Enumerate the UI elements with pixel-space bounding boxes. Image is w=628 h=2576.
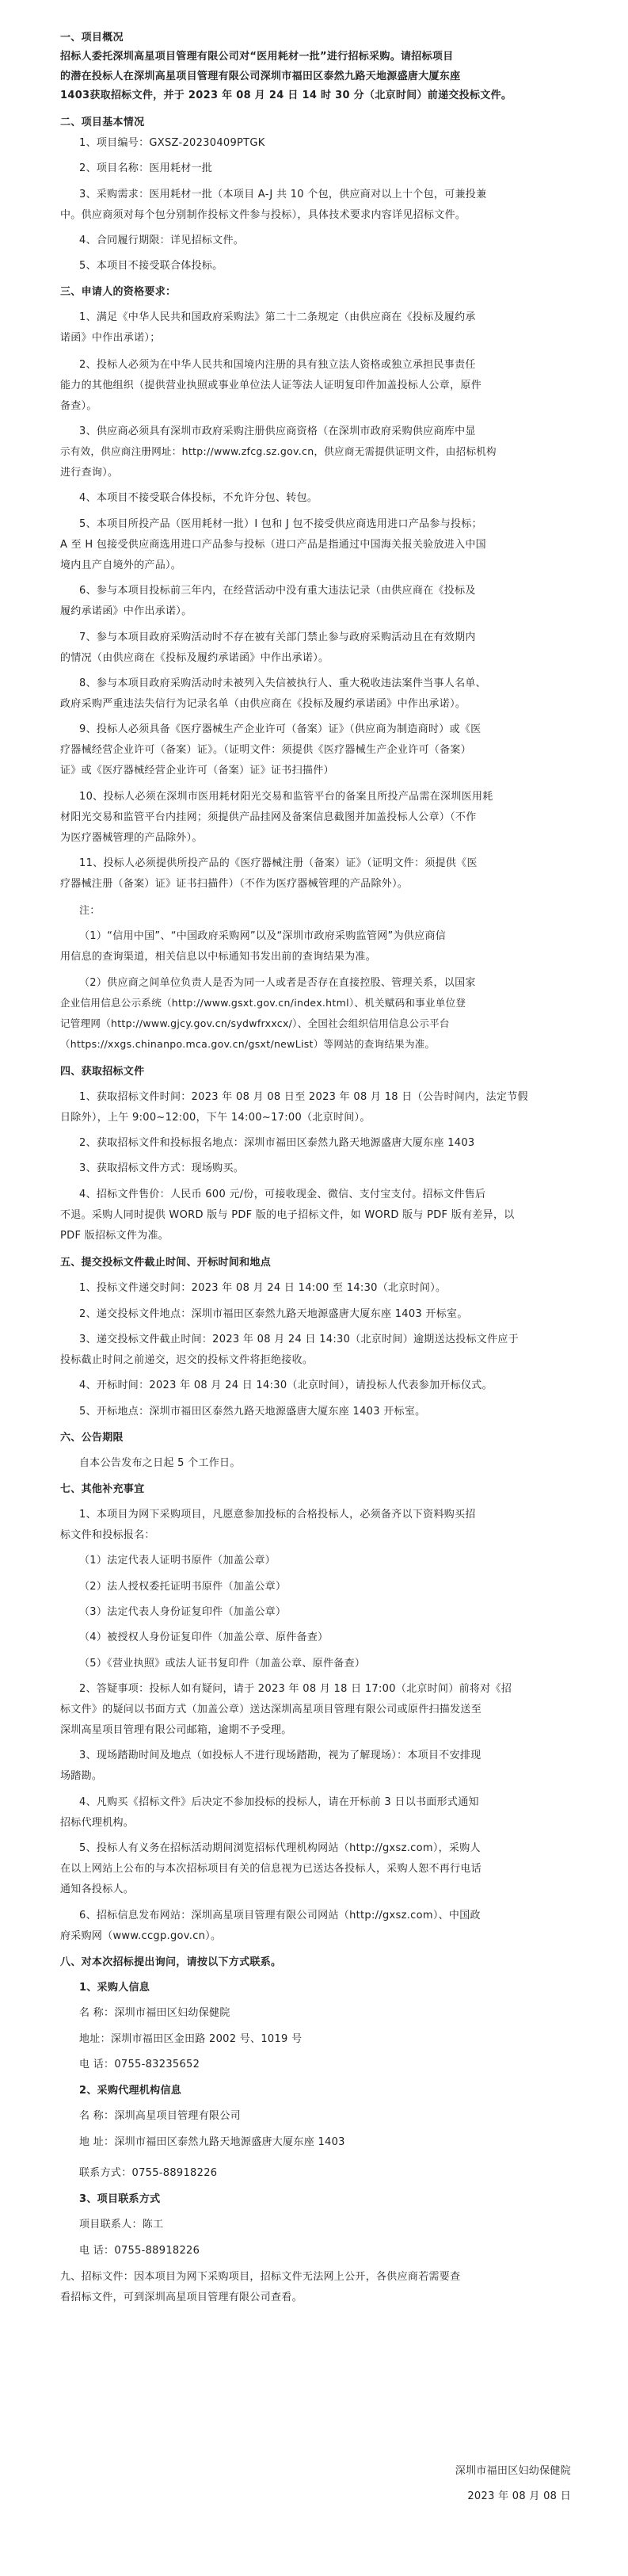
qualification-line: 备查）。 xyxy=(60,400,97,412)
other-line: 深圳高星项目管理有限公司邮箱，逾期不予受理。 xyxy=(60,1724,292,1736)
submit-line: 1、投标文件递交时间：2023 年 08 月 24 日 14:00 至 14:30（北京时间）。 xyxy=(79,1282,447,1294)
other-line: 6、招标信息发布网站：深圳高星项目管理有限公司网站（http://gxsz.com）、中国政 xyxy=(79,1910,481,1922)
submit-line: 投标截止时间之前递交，迟交的投标文件将拒绝接收。 xyxy=(60,1354,314,1366)
qualification-line: 记管理网（http://www.gjcy.gov.cn/sydwfrxxcx/）、全国社会组织信用信息公示平台 xyxy=(60,1017,450,1029)
other-line: 招标代理机构。 xyxy=(60,1817,135,1829)
agency-address: 地 址：深圳市福田区泰然九路天地源盛唐大厦东座 1403 xyxy=(79,2136,345,2148)
qualification-line: 政府采购严重违法失信行为记录名单（由供应商在《投标及履约承诺函》中作出承诺）。 xyxy=(60,698,466,710)
obtain-line: 2、获取招标文件和投标报名地点：深圳市福田区泰然九路天地源盛唐大厦东座 1403 xyxy=(79,1137,475,1149)
qualification-line: 疗器械经营企业许可（备案）证》。（证明文件：须提供《医疗器械生产企业许可（备案） xyxy=(60,744,472,756)
qualification-line: 能力的其他组织（提供营业执照或事业单位法人证等法人证明复印件加盖投标人公章，原件 xyxy=(60,380,482,391)
other-line: （4）被授权人身份证复印件（加盖公章、原件备查） xyxy=(79,1631,329,1643)
qualification-line: 9、投标人必须具备《医疗器械生产企业许可（备案）证》（供应商为制造商时）或《医 xyxy=(79,723,481,735)
other-line: 1、本项目为网下采购项目，凡愿意参加投标的合格投标人，必须备齐以下资料购买招 xyxy=(79,1509,476,1521)
purchaser-address: 地址：深圳市福田区金田路 2002 号、1019 号 xyxy=(79,2033,303,2045)
other-line: 标文件》的疑问以书面方式（加盖公章）送达深圳高星项目管理有限公司或原件扫描发送至 xyxy=(60,1704,482,1715)
qualification-line: 5、本项目所投产品（医用耗材一批）I 包和 J 包不接受供应商选用进口产品参与投标； xyxy=(79,518,482,530)
section-heading-qualification: 三、申请人的资格要求： xyxy=(60,286,177,298)
other-line: 通知各投标人。 xyxy=(60,1883,135,1895)
other-line: 府采购网（www.ccgp.gov.cn）。 xyxy=(60,1930,222,1942)
obtain-line: 1、获取招标文件时间：2023 年 08 月 08 日至 2023 年 08 月 18 日（公告时间内，法定节假 xyxy=(79,1091,528,1103)
section-nine-line: 九、招标文件：因本项目为网下采购项目，招标文件无法网上公开，各供应商若需要查 xyxy=(60,2271,461,2283)
obtain-line: PDF 版招标文件为准。 xyxy=(60,1230,169,1242)
project-contact-title: 3、项目联系方式 xyxy=(79,2193,161,2205)
qualification-line: 诺函》中作出承诺）； xyxy=(60,332,161,344)
other-line: 在以上网站上公布的与本次招标项目有关的信息视为已送达各投标人，采购人恕不再行电话 xyxy=(60,1863,482,1875)
qualification-line: A 至 H 包接受供应商选用进口产品参与投标（进口产品是指通过中国海关报关验放进入中国 xyxy=(60,539,486,551)
qualification-line: 7、参与本项目政府采购活动时不存在被有关部门禁止参与政府采购活动且在有效期内 xyxy=(79,632,476,643)
overview-line: 招标人委托深圳高星项目管理有限公司对“医用耗材一批”进行招标采购。请招标项目 xyxy=(60,51,454,63)
qualification-line: （https://xxgs.chinanpo.mca.gov.cn/gsxt/newList）等网站的查询结果为准。 xyxy=(60,1038,436,1050)
qualification-line: 用信息的查询渠道，相关信息以中标通知书发出前的查询结果为准。 xyxy=(60,951,377,963)
other-line: 5、投标人有义务在招标活动期间浏览招标代理机构网站（http://gxsz.com），采购人 xyxy=(79,1842,481,1854)
notice-period-text: 自本公告发布之日起 5 个工作日。 xyxy=(79,1457,241,1469)
section-heading-notice-period: 六、公告期限 xyxy=(60,1432,124,1444)
qualification-line: 11、投标人必须提供所投产品的《医疗器械注册（备案）证》（证明文件：须提供《医 xyxy=(79,857,478,869)
other-line: （5）《营业执照》或法人证书复印件（加盖公章、原件备查） xyxy=(79,1658,366,1670)
submit-line: 4、开标时间：2023 年 08 月 24 日 14:30（北京时间），请投标人代表参加开标仪式。 xyxy=(79,1380,493,1391)
section-heading-basic: 二、项目基本情况 xyxy=(60,116,145,128)
qualification-line: 3、供应商必须具有深圳市政府采购注册供应商资格（在深圳市政府采购供应商库中显 xyxy=(79,426,476,437)
qualification-line: 为医疗器械管理的产品除外）。 xyxy=(60,832,203,844)
obtain-line: 不退。采购人同时提供 WORD 版与 PDF 版的电子招标文件，如 WORD 版与 PDF 版有差异，以 xyxy=(60,1209,515,1221)
signature-date: 2023 年 08 月 08 日 xyxy=(467,2490,571,2502)
obtain-line: 4、招标文件售价：人民币 600 元/份，可接收现金、微信、支付宝支付。招标文件售后 xyxy=(79,1189,486,1200)
qualification-line: 2、投标人必须为在中华人民共和国境内注册的具有独立法人资格或独立承担民事责任 xyxy=(79,359,476,371)
qualification-line: 示有效，供应商注册网址：http://www.zfcg.sz.gov.cn，供应商无需提供证明文件，由招标机构 xyxy=(60,445,497,457)
basic-line: 3、采购需求：医用耗材一批（本项目 A-J 共 10 个包，供应商对以上十个包，可兼投兼 xyxy=(79,189,487,200)
qualification-line: 6、参与本项目投标前三年内，在经营活动中没有重大违法记录（由供应商在《投标及 xyxy=(79,585,476,597)
basic-line: 2、项目名称：医用耗材一批 xyxy=(79,162,213,174)
basic-line: 4、合同履行期限：详见招标文件。 xyxy=(79,235,245,246)
project-contact-person: 项目联系人：陈工 xyxy=(79,2219,164,2231)
other-line: （2）法人授权委托证明书原件（加盖公章） xyxy=(79,1581,287,1593)
submit-line: 2、递交投标文件地点：深圳市福田区泰然九路天地源盛唐大厦东座 1403 开标室。 xyxy=(79,1308,468,1320)
purchaser-phone: 电 话：0755-83235652 xyxy=(79,2059,200,2070)
qualification-line: 的情况（由供应商在《投标及履约承诺函》中作出承诺）。 xyxy=(60,652,329,664)
submit-line: 5、开标地点：深圳市福田区泰然九路天地源盛唐大厦东座 1403 开标室。 xyxy=(79,1406,426,1418)
qualification-line: 证》或《医疗器械经营企业许可（备案）证》证书扫描件） xyxy=(60,765,334,777)
basic-line: 1、项目编号：GXSZ-20230409PTGK xyxy=(79,137,265,149)
section-heading-contacts: 八、对本次招标提出询问，请按以下方式联系。 xyxy=(60,1956,282,1968)
section-heading-other: 七、其他补充事宜 xyxy=(60,1483,145,1495)
basic-line: 5、本项目不接受联合体投标。 xyxy=(79,260,223,272)
other-line: （3）法定代表人身份证复印件（加盖公章） xyxy=(79,1606,287,1618)
qualification-line: （2）供应商之间单位负责人是否为同一人或者是否存在直接控股、管理关系，以国家 xyxy=(79,977,476,989)
overview-line: 1403获取招标文件，并于 2023 年 08 月 24 日 14 时 30 分（北京时间）前递交投标文件。 xyxy=(60,90,512,101)
signature-organization: 深圳市福田区妇幼保健院 xyxy=(455,2465,571,2477)
basic-line: 中。供应商须对每个包分别制作投标文件参与投标），具体技术要求内容详见招标文件。 xyxy=(60,209,466,221)
project-contact-phone: 电 话：0755-88918226 xyxy=(79,2245,200,2257)
qualification-line: 进行查询）。 xyxy=(60,467,119,479)
other-line: （1）法定代表人证明书原件（加盖公章） xyxy=(79,1555,276,1567)
section-heading-overview: 一、项目概况 xyxy=(60,32,124,44)
agency-name: 名 称：深圳高星项目管理有限公司 xyxy=(79,2110,241,2122)
other-line: 2、答疑事项：投标人如有疑问，请于 2023 年 08 月 18 日 17:00（北京时间）前将对《招 xyxy=(79,1683,512,1695)
other-line: 场踏勘。 xyxy=(60,1770,103,1782)
qualification-line: 材阳光交易和监管平台内挂网；须提供产品挂网及备案信息截图并加盖投标人公章）（不作 xyxy=(60,811,477,823)
qualification-line: 疗器械注册（备案）证》证书扫描件）（不作为医疗器械管理的产品除外）。 xyxy=(60,878,409,890)
qualification-line: 8、参与本项目政府采购活动时未被列入失信被执行人、重大税收违法案件当事人名单、 xyxy=(79,677,486,689)
submit-line: 3、递交投标文件截止时间：2023 年 08 月 24 日 14:30（北京时间）逾期送达投标文件应于 xyxy=(79,1334,519,1345)
section-heading-obtain: 四、获取招标文件 xyxy=(60,1066,145,1078)
qualification-line: 境内且产自境外的产品）。 xyxy=(60,559,182,571)
other-line: 4、凡购买《招标文件》后决定不参加投标的投标人，请在开标前 3 日以书面形式通知 xyxy=(79,1796,479,1808)
qualification-line: 企业信用信息公示系统（http://www.gsxt.gov.cn/index.html）、机关赋码和事业单位登 xyxy=(60,997,466,1009)
qualification-line: 1、满足《中华人民共和国政府采购法》第二十二条规定（由供应商在《投标及履约承 xyxy=(79,311,476,323)
qualification-line: 4、本项目不接受联合体投标，不允许分包、转包。 xyxy=(79,492,318,504)
agency-phone: 联系方式：0755-88918226 xyxy=(79,2167,218,2179)
section-nine-line: 看招标文件，可到深圳高星项目管理有限公司查看。 xyxy=(60,2292,303,2303)
purchaser-name: 名 称：深圳市福田区妇幼保健院 xyxy=(79,2007,230,2019)
qualification-line: 10、投标人必须在深圳市医用耗材阳光交易和监管平台的备案且所投产品需在深圳医用耗 xyxy=(79,791,493,803)
other-line: 标文件和投标报名： xyxy=(60,1529,155,1541)
section-heading-submit: 五、提交投标文件截止时间、开标时间和地点 xyxy=(60,1257,272,1269)
other-line: 3、现场踏勘时间及地点（如投标人不进行现场踏勘，视为了解现场）：本项目不安排现 xyxy=(79,1750,481,1761)
qualification-line: 履约承诺函》中作出承诺）。 xyxy=(60,605,192,617)
agency-info-title: 2、采购代理机构信息 xyxy=(79,2085,182,2097)
overview-line: 的潜在投标人在深圳高星项目管理有限公司深圳市福田区泰然九路天地源盛唐大厦东座 xyxy=(60,71,461,82)
obtain-line: 3、获取招标文件方式：现场购买。 xyxy=(79,1162,245,1174)
qualification-note-label: 注： xyxy=(79,905,101,917)
purchaser-info-title: 1、采购人信息 xyxy=(79,1982,150,1994)
qualification-line: （1）“信用中国”、“中国政府采购网”以及“深圳市政府采购监管网”为供应商信 xyxy=(79,930,447,942)
obtain-line: 日除外），上午 9:00~12:00，下午 14:00~17:00（北京时间）。 xyxy=(60,1112,371,1124)
